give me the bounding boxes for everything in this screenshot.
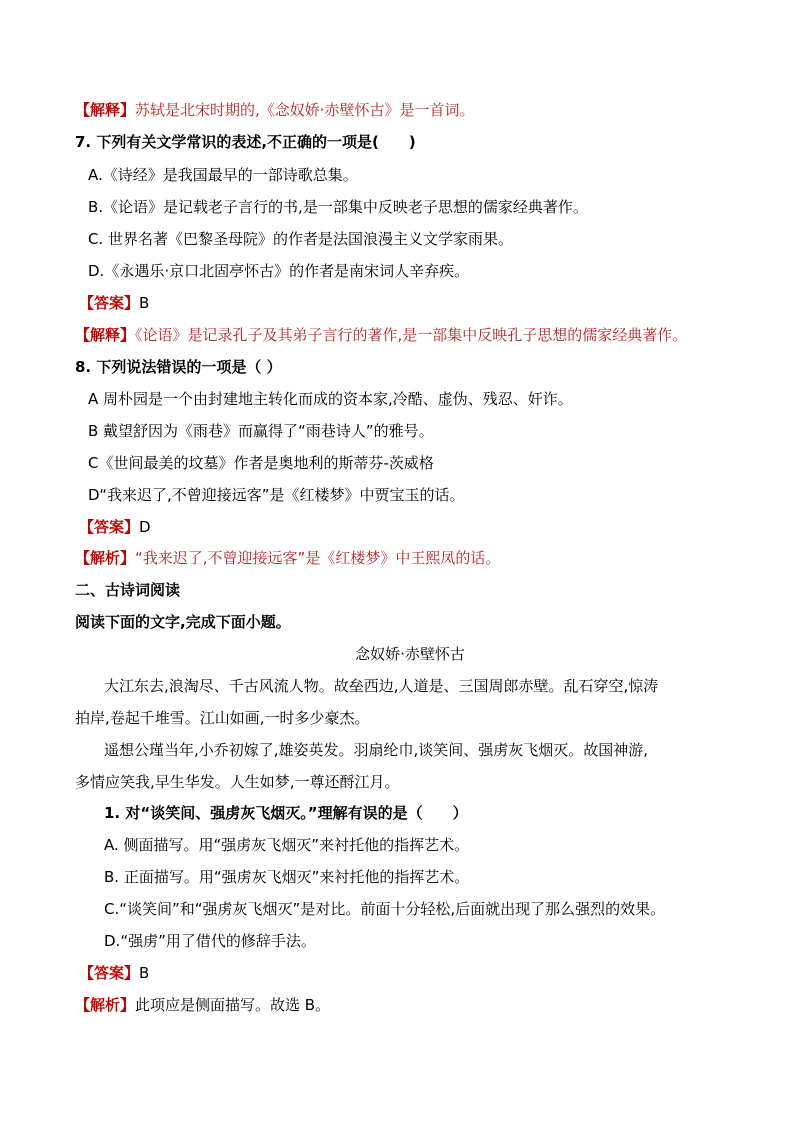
question-7-title: 7. 下列有关文学常识的表述,不正确的一项是( ) <box>75 133 416 151</box>
poem-paragraph-2-line-1: 遥想公瑾当年,小乔初嫁了,雄姿英发。羽扇纶巾,谈笑间、强虏灰飞烟灭。故国神游, <box>104 741 649 759</box>
poem-paragraph-1-line-1: 大江东去,浪淘尽、千古风流人物。故垒西边,人道是、三国周郎赤壁。乱石穿空,惊涛 <box>104 677 659 695</box>
explanation-tag: 【解释】 <box>75 326 136 344</box>
poem-paragraph-1-line-2: 拍岸,卷起千堆雪。江山如画,一时多少豪杰。 <box>75 709 370 727</box>
explanation-text: 《论语》是记录孔子及其弟子言行的著作,是一部集中反映孔子思想的儒家经典著作。 <box>135 326 688 344</box>
question-7-option-a: A.《诗经》是我国最早的一部诗歌总集。 <box>88 166 358 184</box>
explanation-tag: 【解释】 <box>75 101 136 119</box>
subquestion-1-option-b: B. 正面描写。用“强虏灰飞烟灭”来衬托他的指挥艺术。 <box>104 868 470 886</box>
question-8-option-a: A 周朴园是一个由封建地主转化而成的资本家,冷酷、虚伪、残忍、奸诈。 <box>88 390 573 408</box>
subquestion-1-option-a: A. 侧面描写。用“强虏灰飞烟灭”来衬托他的指挥艺术。 <box>104 836 470 854</box>
answer-tag: 【答案】 <box>79 964 140 982</box>
question-8-answer <box>79 517 151 537</box>
question-8-option-c: C《世间最美的坟墓》作者是奥地利的斯蒂芬-茨威格 <box>88 454 434 472</box>
answer-tag: 【答案】 <box>79 518 140 536</box>
question-8-option-d: D“我来迟了,不曾迎接远客”是《红楼梦》中贾宝玉的话。 <box>88 486 465 504</box>
explanation-line <box>75 100 475 120</box>
subquestion-1-option-c: C.“谈笑间”和“强虏灰飞烟灭”是对比。前面十分轻松,后面就出现了那么强烈的效果。 <box>104 900 666 918</box>
question-7-option-c: C. 世界名著《巴黎圣母院》的作者是法国浪漫主义文学家雨果。 <box>88 230 514 248</box>
answer-value: B <box>139 964 150 982</box>
answer-tag: 【答案】 <box>79 294 140 312</box>
answer-value: B <box>139 294 150 312</box>
explanation-text: 苏轼是北宋时期的,《念奴娇·赤壁怀古》是一首词。 <box>135 101 475 119</box>
explanation-text: 此项应是侧面描写。故选 B。 <box>135 996 331 1014</box>
question-8-explanation <box>75 548 500 568</box>
question-8-option-b: B 戴望舒因为《雨巷》而赢得了“雨巷诗人”的雅号。 <box>88 422 434 440</box>
poem-paragraph-2-line-2: 多情应笑我,早生华发。人生如梦,一尊还酹江月。 <box>75 773 400 791</box>
subquestion-1-option-d: D.“强虏”用了借代的修辞手法。 <box>104 932 316 950</box>
section-heading: 二、古诗词阅读 <box>75 581 181 599</box>
explanation-tag: 【解析】 <box>75 549 136 567</box>
subquestion-1-answer <box>79 963 149 983</box>
reading-instruction: 阅读下面的文字,完成下面小题。 <box>75 613 291 631</box>
question-7-explanation <box>75 325 687 345</box>
question-7-option-b: B.《论语》是记载老子言行的书,是一部集中反映老子思想的儒家经典著作。 <box>88 198 588 216</box>
subquestion-1-title: 1. 对“谈笑间、强虏灰飞烟灭。”理解有误的是（ ） <box>104 804 468 822</box>
poem-title: 念奴娇·赤壁怀古 <box>355 645 465 663</box>
subquestion-1-explanation <box>75 995 330 1015</box>
explanation-text: “我来迟了,不曾迎接远客”是《红楼梦》中王熙凤的话。 <box>135 549 501 567</box>
answer-value: D <box>139 518 151 536</box>
question-7-answer <box>79 293 149 313</box>
explanation-tag: 【解析】 <box>75 996 136 1014</box>
question-7-option-d: D.《永遇乐·京口北固亭怀古》的作者是南宋词人辛弃疾。 <box>88 262 470 280</box>
question-8-title: 8. 下列说法错误的一项是（ ） <box>75 358 282 376</box>
